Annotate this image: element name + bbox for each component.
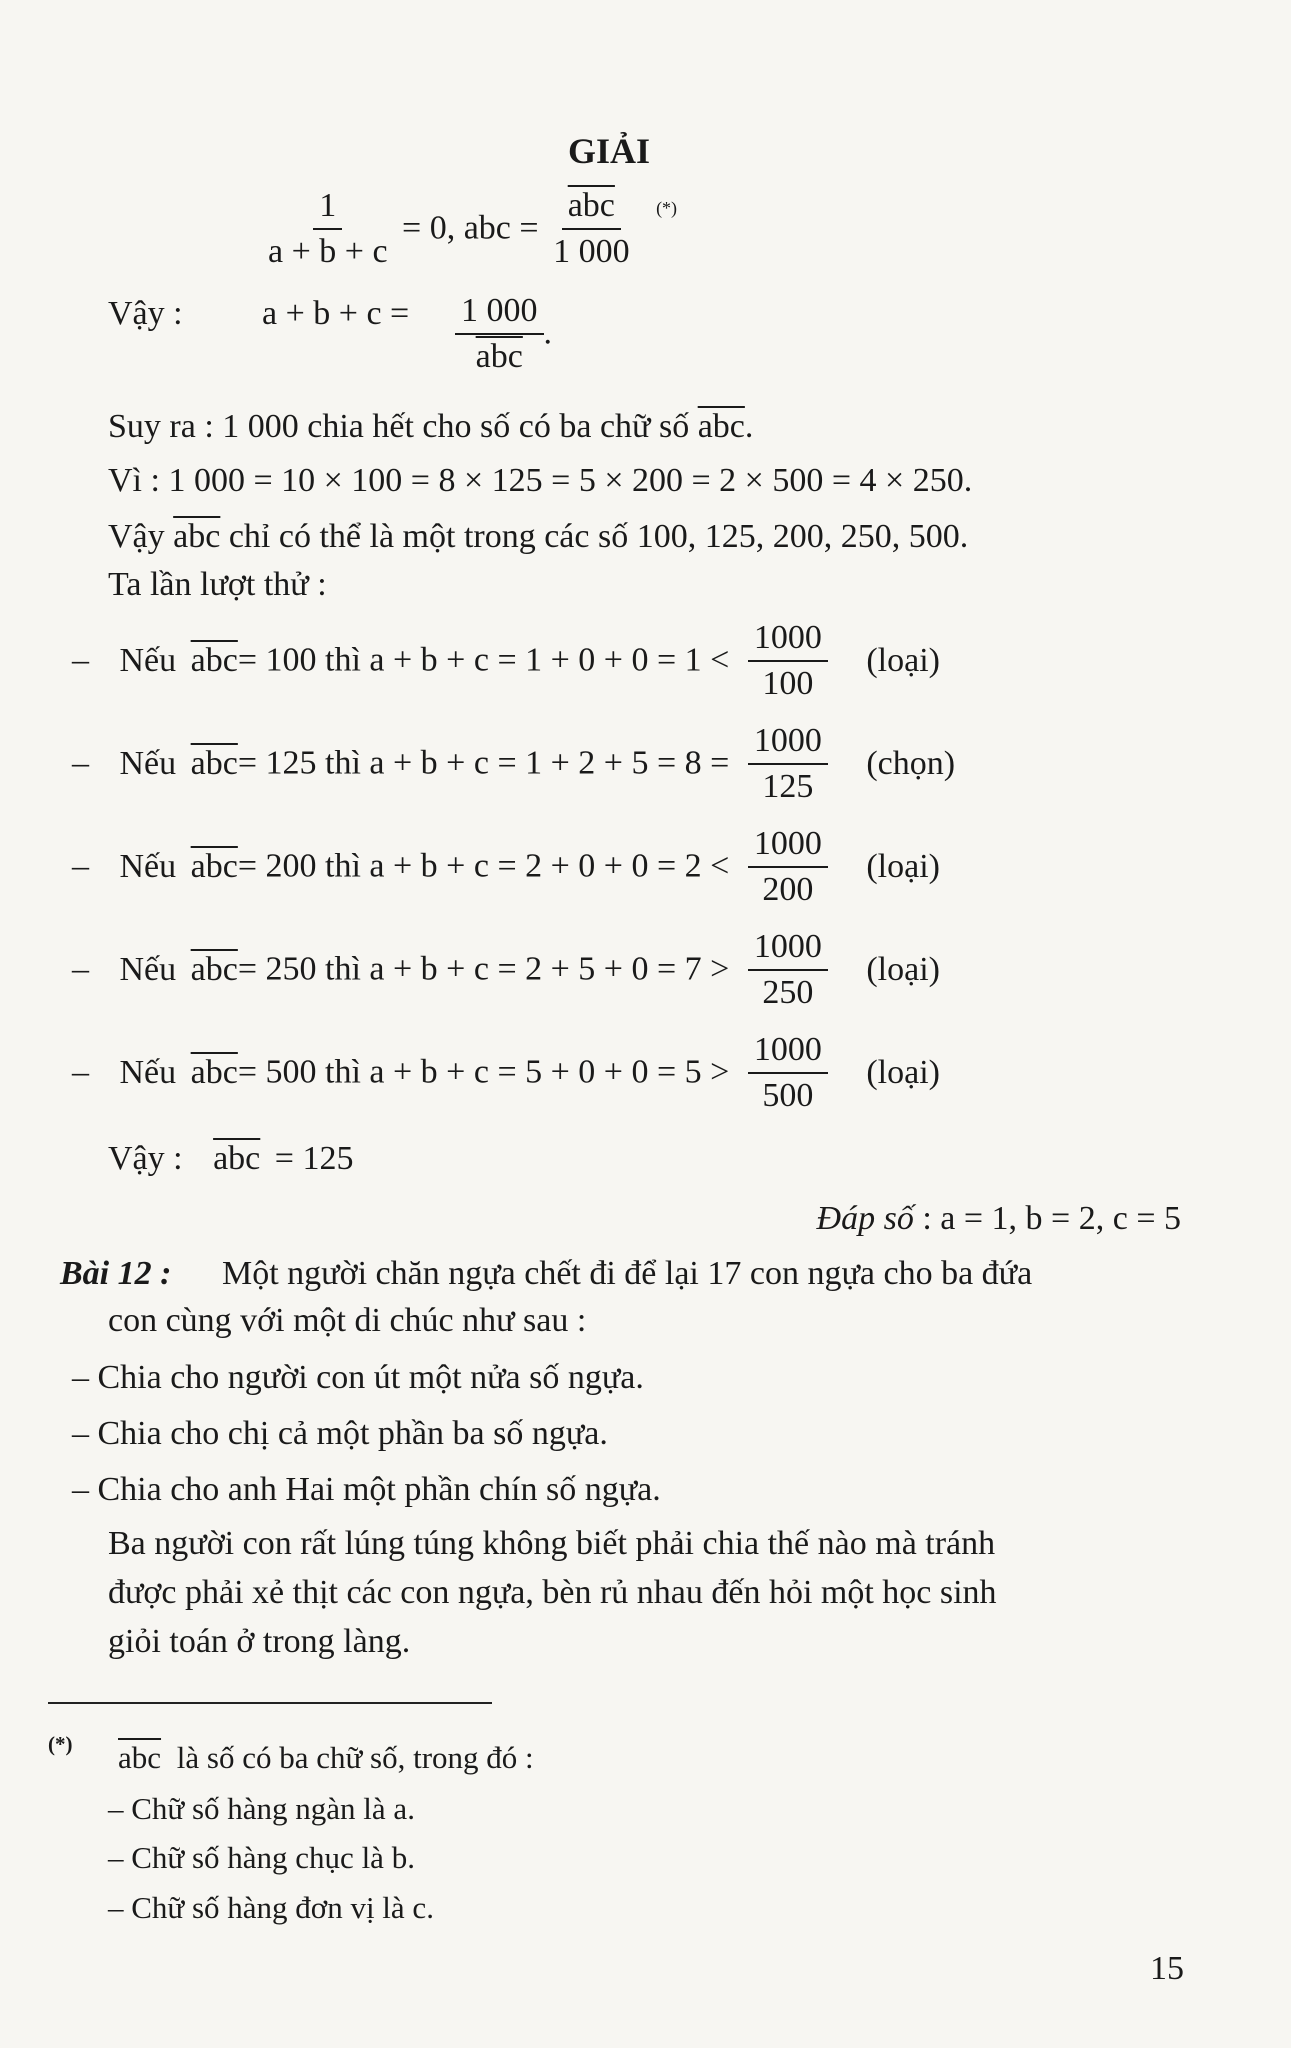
fraction-num: 1 000 <box>455 293 544 335</box>
case-neu: Nếu <box>119 744 177 782</box>
fraction-den: 200 <box>762 870 814 908</box>
footnote-intro: là số có ba chữ số, trong đó : <box>176 1740 534 1775</box>
case-row <box>72 826 940 907</box>
conclusion-line <box>108 1140 353 1178</box>
fraction-num: 1000 <box>748 929 828 971</box>
solution-heading: GIẢI <box>568 131 651 171</box>
problem-para-line: được phải xẻ thịt các con ngựa, bèn rủ nhau đến hỏi một học sinh <box>108 1574 997 1611</box>
suy-ra-text: Suy ra : 1 000 chia hết cho số có ba chữ số <box>108 408 690 445</box>
problem-label: Bài 12 : <box>60 1255 172 1292</box>
footnote-intro-line <box>118 1740 534 1776</box>
equation-2-lhs: a + b + c = <box>262 295 410 332</box>
case-expr: = 200 thì a + b + c = 2 + 0 + 0 = 2 < <box>237 847 730 885</box>
footnote-mark: (*) <box>48 1732 73 1756</box>
problem-line-2: con cùng với một di chúc như sau : <box>108 1302 587 1339</box>
case-neu: Nếu <box>119 1053 177 1091</box>
equation-1 <box>262 188 677 269</box>
problem-item: – Chia cho anh Hai một phần chín số ngựa. <box>72 1471 661 1508</box>
case-fraction <box>748 929 828 1010</box>
dash: – <box>72 744 89 782</box>
problem-para-line: giỏi toán ở trong làng. <box>108 1623 411 1660</box>
fraction-num: 1 <box>313 188 342 230</box>
case-note: (loại) <box>866 641 940 679</box>
problem-para-line: Ba người con rất lúng túng không biết phải chia thế nào mà tránh <box>108 1525 996 1562</box>
vay-line <box>108 518 968 556</box>
footnote-item: – Chữ số hàng đơn vị là c. <box>108 1890 434 1925</box>
footnote-item: – Chữ số hàng chục là b. <box>108 1840 415 1875</box>
dash: – <box>72 641 89 679</box>
period: . <box>543 314 552 352</box>
dash: – <box>72 950 89 988</box>
case-neu: Nếu <box>119 847 177 885</box>
fraction-den: 100 <box>762 664 814 702</box>
footnote-ref: (*) <box>656 198 678 219</box>
vay-text: Vậy <box>108 518 165 555</box>
equation-middle: = 0, abc = <box>402 209 539 247</box>
case-neu: Nếu <box>119 641 177 679</box>
case-expr: = 100 thì a + b + c = 1 + 0 + 0 = 1 < <box>237 641 730 679</box>
conclusion-value: = 125 <box>274 1140 354 1177</box>
case-row <box>72 1032 940 1113</box>
page-number: 15 <box>1150 1950 1184 1987</box>
case-fraction <box>748 1032 828 1113</box>
fraction-den: abc <box>475 337 523 375</box>
abc-overline: $\overline{abc}$ <box>190 744 238 782</box>
equation-2-label: Vậy : <box>108 295 183 332</box>
case-expr: = 250 thì a + b + c = 2 + 5 + 0 = 7 > <box>237 950 730 988</box>
fraction-den: 250 <box>762 973 814 1011</box>
fraction-num: $\overline{abc}$ <box>562 188 621 230</box>
answer-label: Đáp số <box>816 1200 914 1237</box>
case-neu: Nếu <box>119 950 177 988</box>
case-note: (chọn) <box>866 744 956 782</box>
fraction-2 <box>547 188 636 269</box>
case-fraction <box>748 826 828 907</box>
case-note: (loại) <box>866 847 940 885</box>
fraction-den: 500 <box>762 1076 814 1114</box>
fraction-num: 1000 <box>748 1032 828 1074</box>
equation-2-fraction <box>455 293 552 374</box>
abc-overline: $\overline{abc}$ <box>173 518 221 555</box>
footnote-divider <box>48 1702 492 1704</box>
case-note: (loại) <box>866 950 940 988</box>
answer-value: : a = 1, b = 2, c = 5 <box>922 1200 1181 1237</box>
vi-line: Vì : 1 000 = 10 × 100 = 8 × 125 = 5 × 200 = 2 × 500 = 4 × 250. <box>108 462 973 499</box>
fraction-num: 1000 <box>748 826 828 868</box>
abc-overline: $\overline{abc}$ <box>213 1140 261 1177</box>
problem-item: – Chia cho người con út một nửa số ngựa. <box>72 1359 644 1396</box>
case-row <box>72 929 940 1010</box>
problem-line-1: Một người chăn ngựa chết đi để lại 17 con ngựa cho ba đứa <box>222 1255 1033 1292</box>
suy-ra-line <box>108 408 753 446</box>
case-fraction <box>748 723 828 804</box>
fraction-num: 1000 <box>748 723 828 765</box>
problem-item: – Chia cho chị cả một phần ba số ngựa. <box>72 1415 608 1452</box>
case-fraction <box>748 620 828 701</box>
abc-overline: $\overline{abc}$ <box>190 847 238 885</box>
case-expr: = 500 thì a + b + c = 5 + 0 + 0 = 5 > <box>237 1053 730 1091</box>
ta-lan-line: Ta lần lượt thử : <box>108 566 327 603</box>
footnote-item: – Chữ số hàng ngàn là a. <box>108 1791 415 1826</box>
case-row <box>72 723 955 804</box>
fraction-num: 1000 <box>748 620 828 662</box>
answer-line <box>817 1200 1181 1238</box>
abc-overline: $\overline{abc}$ <box>190 641 238 679</box>
case-row <box>72 620 940 701</box>
abc-overline: $\overline{abc}$ <box>190 1053 238 1091</box>
period: . <box>744 408 754 445</box>
case-expr: = 125 thì a + b + c = 1 + 2 + 5 = 8 = <box>237 744 730 782</box>
conclusion-label: Vậy : <box>108 1140 183 1177</box>
fraction-den: 1 000 <box>553 232 630 270</box>
abc-overline: $\overline{abc}$ <box>118 1740 162 1775</box>
abc-overline: $\overline{abc}$ <box>697 408 745 445</box>
dash: – <box>72 847 89 885</box>
fraction-den: 125 <box>762 767 814 805</box>
abc-overline: $\overline{abc}$ <box>190 950 238 988</box>
dash: – <box>72 1053 89 1091</box>
fraction-den: a + b + c <box>268 232 388 270</box>
case-note: (loại) <box>866 1053 940 1091</box>
vay-rest: chỉ có thể là một trong các số 100, 125, 200, 250, 500. <box>228 518 969 555</box>
fraction-1 <box>262 188 394 269</box>
